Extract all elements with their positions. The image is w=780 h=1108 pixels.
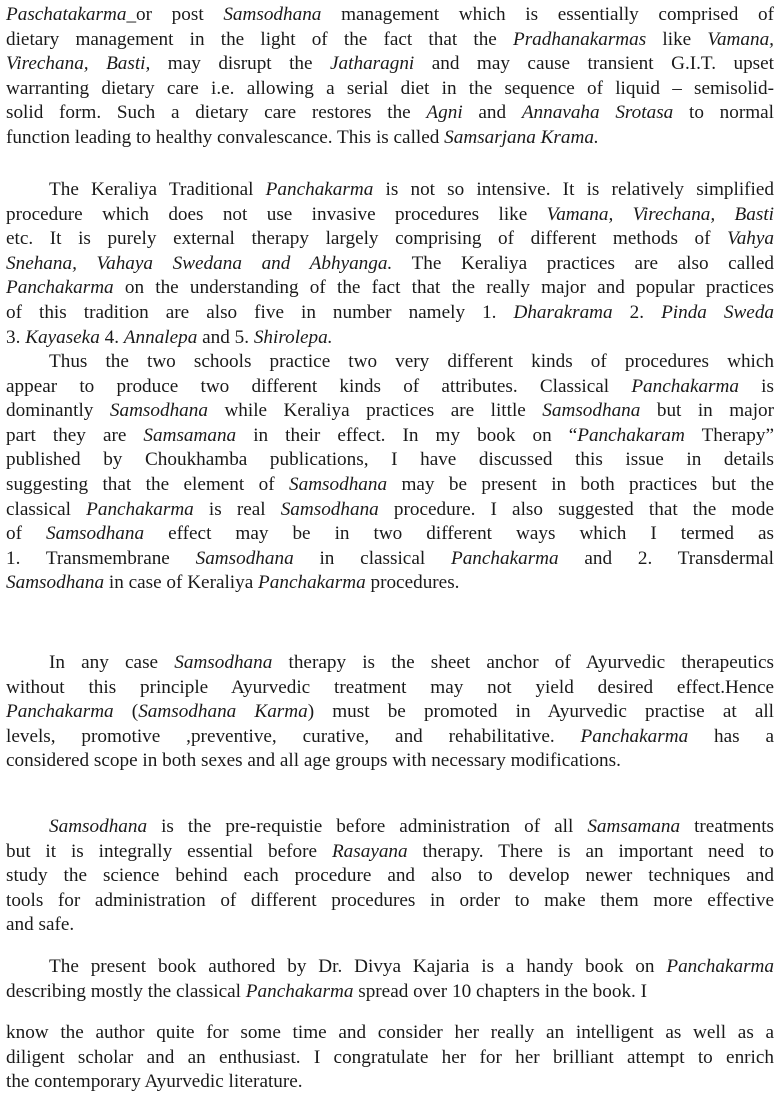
text-run: levels, promotive ,preventive, curative, and rehabilitative. xyxy=(6,725,581,747)
text-line xyxy=(6,448,774,472)
italic-term: Samsarjana Krama. xyxy=(444,127,599,148)
text-run: In any case xyxy=(49,652,175,673)
text-line xyxy=(6,52,774,76)
text-run: has a xyxy=(688,725,775,747)
text-run: but in major xyxy=(640,400,775,422)
italic-term: Panchakarma xyxy=(6,277,114,299)
text-line xyxy=(6,301,774,325)
text-run: ) must be promoted in Ayurvedic practise at all xyxy=(307,701,774,723)
text-run: considered scope in both sexes and all age groups with necessary modifications. xyxy=(6,750,621,772)
text-run: published by Choukhamba publications, I have discussed this issue in details xyxy=(6,449,774,471)
italic-term: Samsodhana xyxy=(280,498,379,520)
italic-term: Shirolepa. xyxy=(253,326,333,348)
text-line xyxy=(6,3,774,27)
italic-term: Annalepa xyxy=(123,326,198,348)
italic-term: Samsodhana Karma xyxy=(138,701,308,723)
italic-term: Panchakarma xyxy=(450,547,559,569)
text-line xyxy=(6,350,774,374)
italic-term: Samsodhana xyxy=(109,400,208,422)
text-line xyxy=(6,424,774,448)
text-run: is real xyxy=(193,498,281,520)
text-line xyxy=(6,101,774,125)
italic-term: Panchakarma xyxy=(666,956,774,977)
italic-term: Agni xyxy=(426,102,463,124)
text-run: but it is integrally essential before xyxy=(6,840,332,862)
italic-term: Panchakarma xyxy=(258,572,366,594)
text-run: to normal xyxy=(673,102,774,124)
text-line xyxy=(6,399,774,423)
italic-term: Annavaha Srotasa xyxy=(521,102,674,124)
text-line xyxy=(6,77,774,101)
italic-term: Panchakarma xyxy=(245,980,354,1002)
text-run: in case of Keraliya xyxy=(104,572,259,594)
text-run: The Keraliya practices are also called xyxy=(392,252,774,274)
text-run: ( xyxy=(113,701,139,723)
italic-term: Samsodhana xyxy=(542,400,641,422)
text-run: management which is essentially comprised of xyxy=(321,4,774,25)
text-run: procedure which does not use invasive procedures like xyxy=(6,203,547,225)
italic-term: Kayaseka xyxy=(25,326,100,348)
text-run: procedure. I also suggested that the mode xyxy=(378,498,774,520)
italic-term: Pinda Sweda xyxy=(661,302,775,323)
text-line xyxy=(6,252,774,276)
text-line xyxy=(6,840,774,864)
text-line xyxy=(6,571,774,595)
italic-term: Samsodhana xyxy=(46,523,145,545)
text-run: solid form. Such a dietary care restores the xyxy=(6,102,427,124)
text-run: appear to produce two different kinds of attributes. Classical xyxy=(6,375,632,397)
text-line xyxy=(6,1046,774,1070)
text-line xyxy=(6,980,774,1004)
italic-term: Vahya xyxy=(727,228,774,250)
italic-term: Panchakarma xyxy=(580,725,689,747)
text-line xyxy=(6,547,774,571)
text-run: of this tradition are also five in number namely 1. xyxy=(6,302,514,323)
text-line xyxy=(6,375,774,399)
text-run: diligent scholar and an enthusiast. I congratulate her for her brilliant attempt to enrich xyxy=(6,1046,774,1068)
text-run: while Keraliya practices are little xyxy=(207,400,543,422)
text-run: warranting dietary care i.e. allowing a serial diet in the sequence of liquid – semisolid- xyxy=(6,77,774,99)
text-run: suggesting that the element of xyxy=(6,474,289,495)
text-run: is xyxy=(738,375,774,397)
text-run: study the science behind each procedure and also to develop newer techniques and xyxy=(6,865,774,887)
text-line xyxy=(6,1021,774,1045)
text-run: like xyxy=(646,28,708,50)
text-run: is not so intensive. It is relatively simplified xyxy=(373,179,775,200)
text-run: tools for administration of different procedures in order to make them more effective xyxy=(6,889,774,911)
text-line xyxy=(6,522,774,546)
text-line xyxy=(6,889,774,913)
italic-term: Samsodhana xyxy=(289,474,388,495)
italic-term: Samsamana xyxy=(587,816,681,837)
text-run: 4. xyxy=(99,326,124,348)
italic-term: Snehana, Vahaya Swedana and Abhyanga. xyxy=(6,252,393,274)
text-line xyxy=(6,700,774,724)
text-run: on the understanding of the fact that the really major and popular practices xyxy=(113,277,774,299)
text-line xyxy=(6,815,774,839)
italic-term: Samsodhana xyxy=(195,547,294,569)
italic-term: Samsodhana xyxy=(6,572,105,594)
italic-term: Paschatakarma xyxy=(6,4,127,25)
italic-term: Vamana, xyxy=(707,28,774,50)
text-run: classical xyxy=(6,498,87,520)
italic-term: Panchakarma xyxy=(6,701,114,723)
text-run: and 2. Transdermal xyxy=(558,547,774,569)
italic-term: Panchakarma xyxy=(265,179,374,200)
text-run: etc. It is purely external therapy largely comprising of different methods of xyxy=(6,228,728,250)
text-line xyxy=(6,676,774,700)
text-run: The present book authored by Dr. Divya Kajaria is a handy book on xyxy=(49,956,667,977)
text-line xyxy=(6,326,774,350)
text-run: of xyxy=(6,523,46,545)
italic-term: Jatharagni xyxy=(330,53,415,75)
text-run: _or post xyxy=(126,4,224,25)
text-line xyxy=(6,126,774,150)
text-line xyxy=(6,178,774,202)
italic-term: Panchakaram xyxy=(577,424,685,446)
text-line xyxy=(6,227,774,251)
text-run: and 5. xyxy=(197,326,254,348)
text-run: effect may be in two different ways which I termed as xyxy=(144,523,775,545)
text-line xyxy=(6,276,774,300)
text-run: Therapy” xyxy=(684,424,775,446)
text-run: Thus the two schools practice two very different kinds of procedures which xyxy=(49,351,774,372)
italic-term: Panchakarma xyxy=(86,498,194,520)
text-run: know the author quite for some time and consider her really an intelligent as well as a xyxy=(6,1022,774,1043)
text-line xyxy=(6,725,774,749)
text-run: the contemporary Ayurvedic literature. xyxy=(6,1071,303,1093)
text-run: dominantly xyxy=(6,400,110,422)
text-run: and safe. xyxy=(6,914,75,936)
text-line xyxy=(6,955,774,979)
text-run: in their effect. In my book on “ xyxy=(236,424,578,446)
text-run: The Keraliya Traditional xyxy=(49,179,266,200)
text-line xyxy=(6,1070,774,1094)
text-run: in classical xyxy=(293,547,451,569)
italic-term: Virechana, Basti, xyxy=(6,53,151,75)
text-run: 1. Transmembrane xyxy=(6,547,196,569)
italic-term: Samsodhana xyxy=(174,652,273,673)
text-run: may disrupt the xyxy=(150,53,331,75)
text-run: 3. xyxy=(6,326,26,348)
text-line xyxy=(6,28,774,52)
italic-term: Pradhanakarmas xyxy=(512,28,647,50)
italic-term: Rasayana xyxy=(331,840,408,862)
text-line xyxy=(6,203,774,227)
italic-term: Samsodhana xyxy=(223,4,322,25)
italic-term: Dharakrama xyxy=(513,302,613,323)
text-line xyxy=(6,498,774,522)
text-run: part they are xyxy=(6,424,144,446)
text-run: 2. xyxy=(612,302,662,323)
text-run: therapy. There is an important need to xyxy=(407,840,774,862)
text-line xyxy=(6,473,774,497)
text-run: therapy is the sheet anchor of Ayurvedic therapeutics xyxy=(272,652,774,673)
italic-term: Samsodhana xyxy=(49,816,148,837)
italic-term: Vamana, Virechana, Basti xyxy=(546,203,774,225)
text-run: dietary management in the light of the fact that the xyxy=(6,28,513,50)
text-run: is the pre-requistie before administration of all xyxy=(147,816,588,837)
text-run: procedures. xyxy=(365,572,460,594)
text-run: may be present in both practices but the xyxy=(387,474,774,495)
text-run: and xyxy=(462,102,522,124)
text-run: and may cause transient G.I.T. upset xyxy=(414,53,774,75)
italic-term: Samsamana xyxy=(143,424,237,446)
text-line xyxy=(6,651,774,675)
text-run: spread over 10 chapters in the book. I xyxy=(353,980,648,1002)
text-run: describing mostly the classical xyxy=(6,980,246,1002)
text-run: without this principle Ayurvedic treatment may not yield desired effect.Hence xyxy=(6,676,774,698)
italic-term: Panchakarma xyxy=(631,375,739,397)
text-line xyxy=(6,749,774,773)
text-line xyxy=(6,913,774,937)
text-line xyxy=(6,864,774,888)
text-run: function leading to healthy convalescance. This is called xyxy=(6,127,445,148)
text-run: treatments xyxy=(680,816,775,837)
